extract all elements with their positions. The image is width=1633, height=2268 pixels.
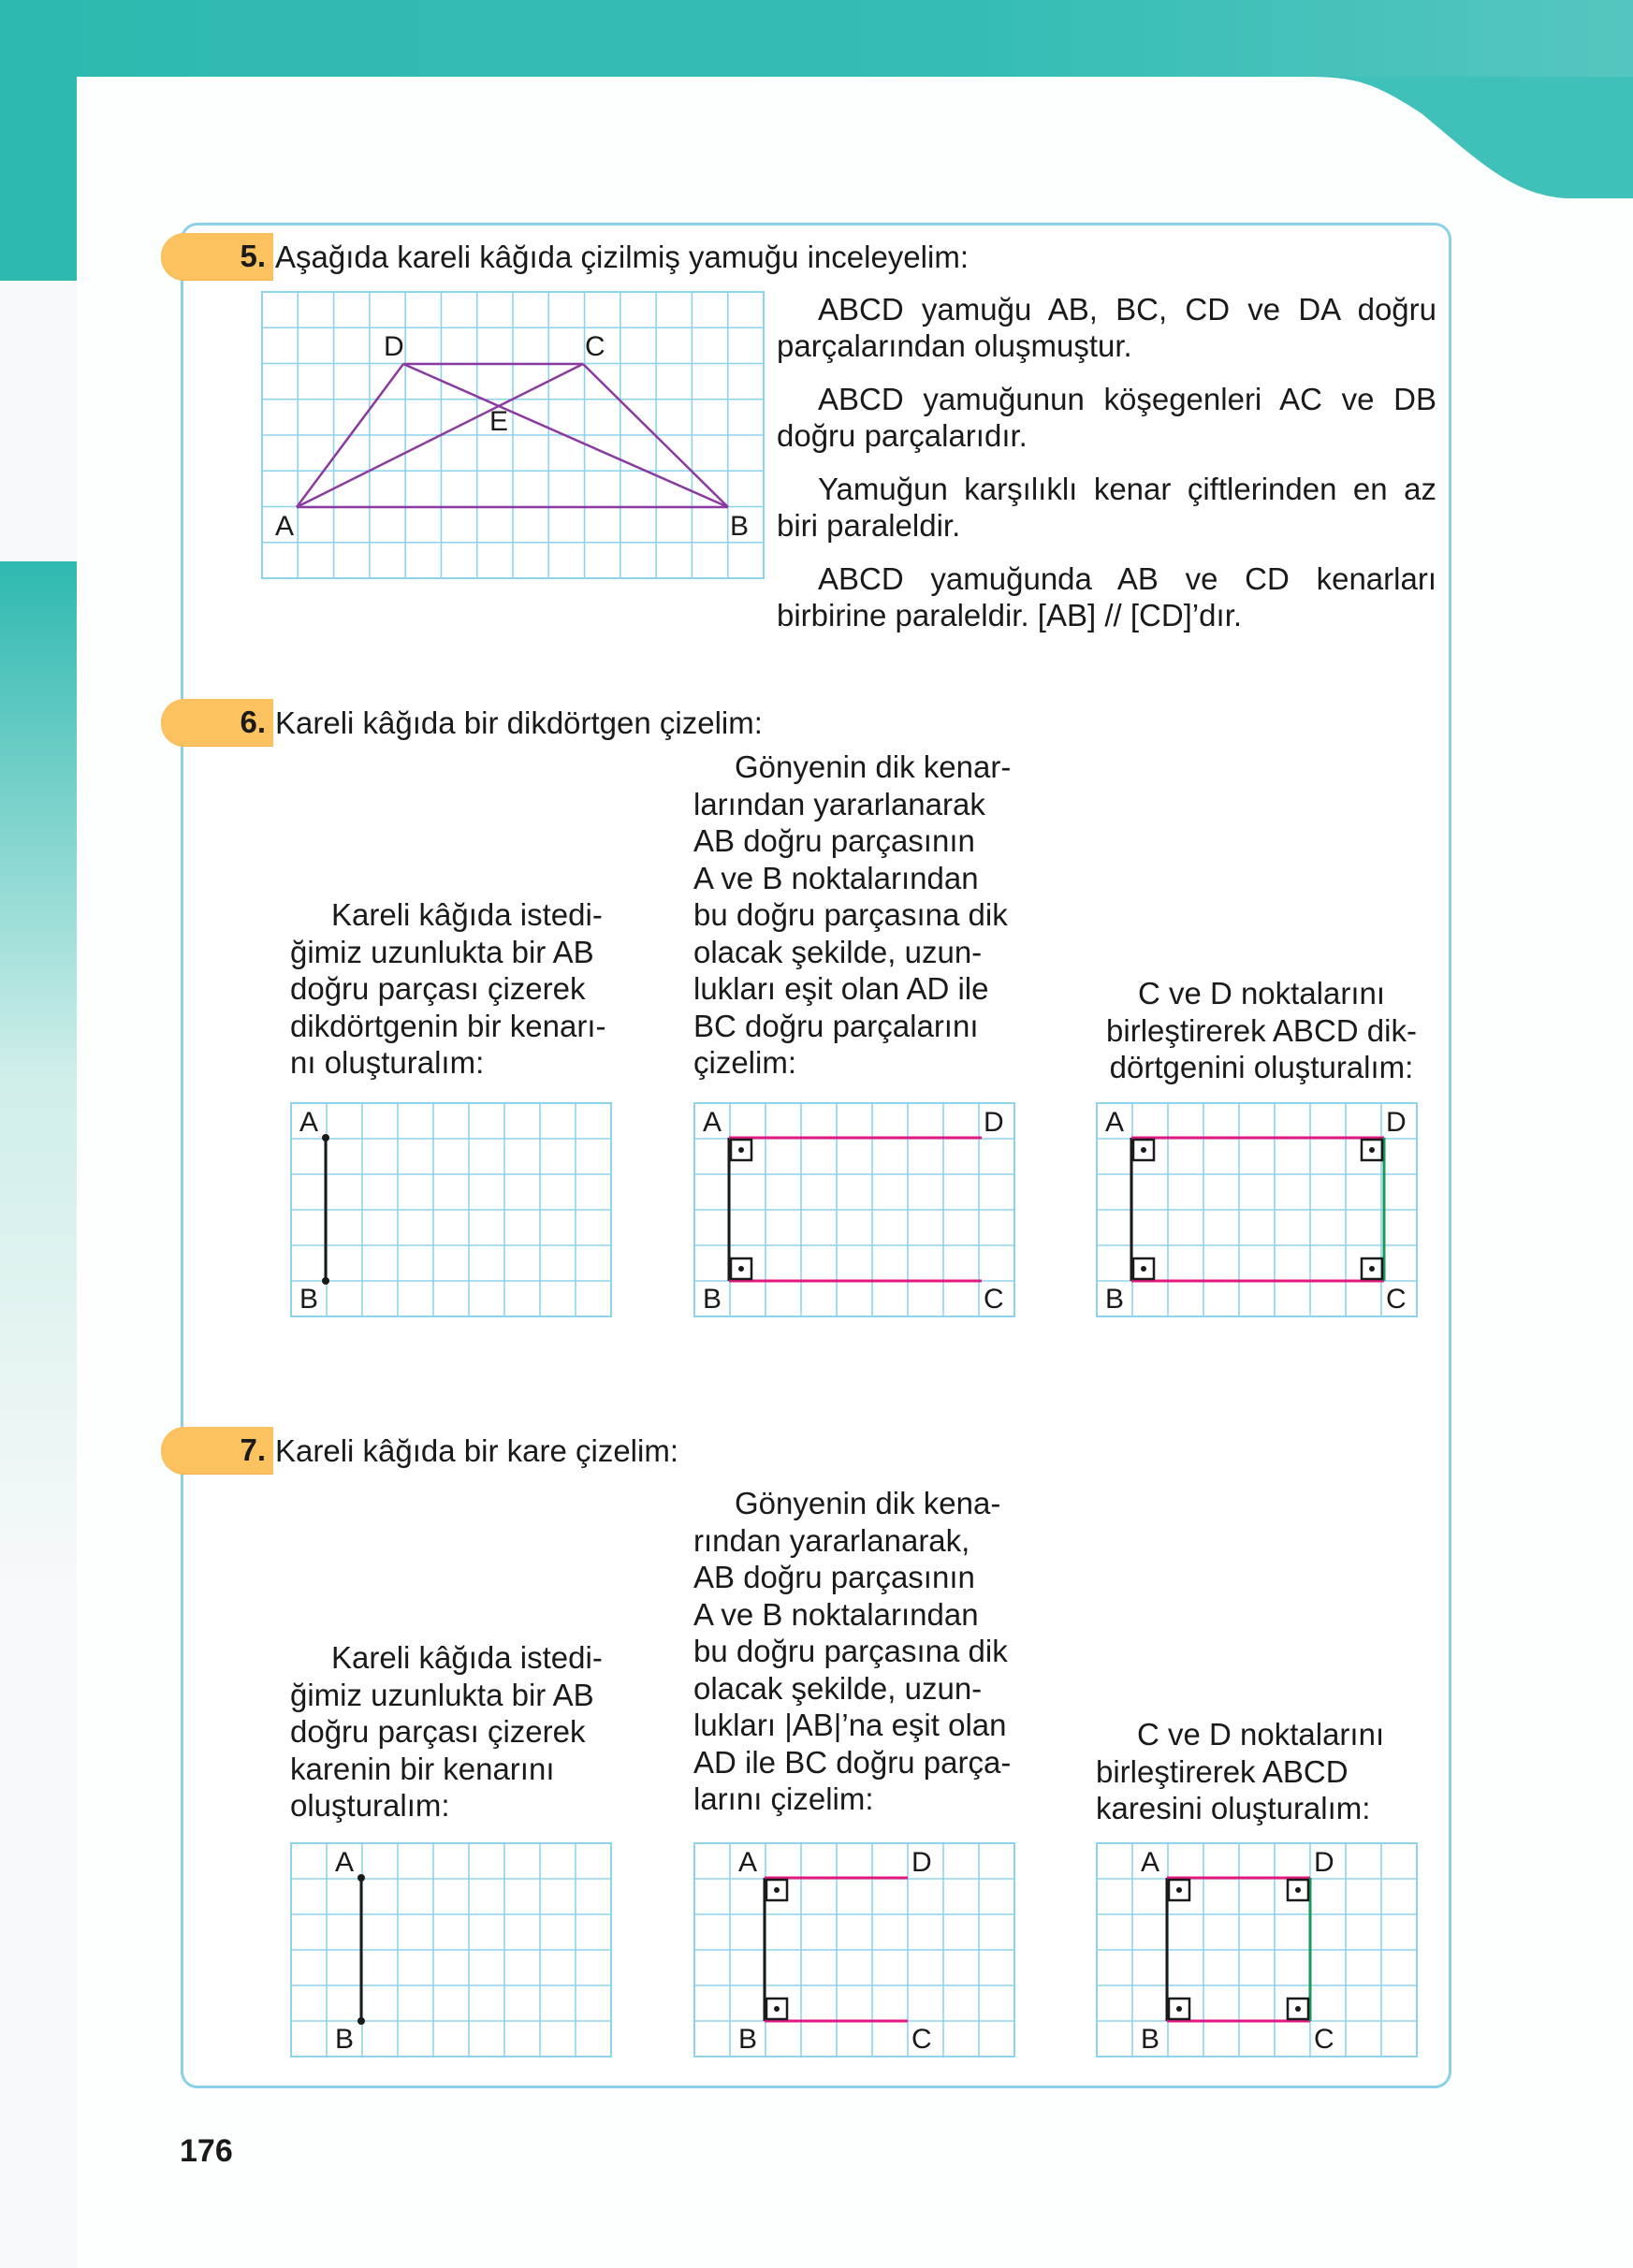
step-1-line: Kareli kâğıda istedi- (331, 1640, 603, 1675)
label-b: B (703, 1284, 722, 1315)
label-a: A (299, 1107, 319, 1138)
point-b (322, 1277, 329, 1285)
page-number: 176 (180, 2133, 233, 2169)
section-5-paragraph-2: ABCD yamuğunun köşegenleri AC ve DB doğru parçalarıdır. (777, 382, 1436, 453)
step-3-line: karesini oluşturalım: (1096, 1791, 1371, 1825)
point-b (357, 2017, 365, 2025)
section-7-tab (161, 1427, 273, 1474)
step-2-line: larını çizelim: (693, 1781, 874, 1816)
square-step-3-grid (1095, 1841, 1419, 2058)
right-angle-mark-b (766, 1999, 787, 2019)
section-6-step-2-text (693, 749, 1030, 1082)
label-c: C (1386, 1284, 1407, 1315)
label-d: D (384, 331, 404, 362)
left-gradient (0, 561, 77, 2268)
section-6-number: 6. (240, 705, 266, 739)
section-5-text (777, 291, 1436, 650)
step-1-line: dikdörtgenin bir kenarı- (290, 1008, 606, 1043)
page-corner-curve (1291, 77, 1633, 198)
section-6-step-1-text (290, 896, 627, 1082)
step-1-line: oluşturalım: (290, 1788, 450, 1823)
label-b: B (299, 1284, 319, 1315)
step-1-line: karenin bir kenarını (290, 1751, 555, 1786)
right-angle-mark-c (1288, 1999, 1308, 2019)
right-angle-mark-a (1169, 1880, 1189, 1900)
step-2-line: olacak şekilde, uzun- (693, 1670, 983, 1706)
point-a (357, 1874, 365, 1882)
section-7-number: 7. (240, 1432, 266, 1467)
step-2-line: BC doğru parçalarını (693, 1008, 979, 1043)
step-3-line: C ve D noktalarını (1137, 976, 1386, 1010)
right-angle-mark-b (1133, 1258, 1154, 1279)
step-2-line: Gönyenin dik kena- (735, 1486, 1001, 1520)
step-2-line: bu doğru parçasına dik (693, 1634, 1008, 1668)
step-3-line: C ve D noktalarını (1137, 1717, 1385, 1752)
label-d: D (984, 1107, 1004, 1138)
step-2-line: Gönyenin dik kenar- (735, 749, 1012, 784)
step-1-line: doğru parçası çizerek (290, 971, 586, 1006)
square-step-1-grid (289, 1841, 613, 2058)
label-d: D (911, 1847, 932, 1878)
step-1-line: doğru parçası çizerek (290, 1714, 586, 1749)
right-angle-mark-d (1288, 1880, 1308, 1900)
label-b: B (335, 2024, 355, 2055)
label-d: D (1314, 1847, 1334, 1878)
step-2-line: lukları eşit olan AD ile (693, 971, 989, 1006)
label-a: A (1141, 1847, 1160, 1878)
label-c: C (984, 1284, 1004, 1315)
section-7-step-1-text (290, 1639, 627, 1825)
right-angle-mark-b (731, 1258, 751, 1279)
label-b: B (1141, 2024, 1160, 2055)
section-6-heading: Kareli kâğıda bir dikdörtgen çizelim: (275, 705, 763, 740)
section-7-step-2-text (693, 1485, 1030, 1818)
label-a: A (703, 1107, 722, 1138)
section-5-paragraph-4: ABCD yamuğunda AB ve CD kenarları birbirine paraleldir. [AB] // [CD]’dır. (777, 561, 1436, 632)
step-1-line: nı oluşturalım: (290, 1045, 485, 1080)
section-5-paragraph-1: ABCD yamuğu AB, BC, CD ve DA doğru parçalarından oluşmuştur. (777, 292, 1436, 363)
step-2-line: A ve B noktalarından (693, 860, 979, 895)
step-2-line: AB doğru parçasının (693, 1560, 975, 1594)
right-angle-mark-a (1133, 1140, 1154, 1160)
step-2-line: olacak şekilde, uzun- (693, 934, 983, 969)
label-b: B (730, 511, 750, 542)
right-angle-mark-c (1362, 1258, 1382, 1279)
step-2-line: lukları |AB|’na eşit olan (693, 1708, 1007, 1742)
step-2-line: rından yararlanarak, (693, 1522, 970, 1558)
step-2-line: AB doğru parçasının (693, 823, 975, 858)
step-1-line: Kareli kâğıda istedi- (331, 897, 603, 932)
right-angle-mark-a (766, 1880, 787, 1900)
section-7-step-3-text (1096, 1716, 1433, 1827)
section-5-number: 5. (240, 239, 266, 273)
trapezoid-grid (262, 292, 764, 578)
step-2-line: bu doğru parçasına dik (693, 897, 1008, 932)
step-2-line: çizelim: (693, 1045, 797, 1080)
label-a: A (1105, 1107, 1125, 1138)
step-1-line: ğimiz uzunlukta bir AB (290, 934, 594, 969)
section-5-heading: Aşağıda kareli kâğıda çizilmiş yamuğu inceleyelim: (275, 240, 969, 274)
section-7-heading: Kareli kâğıda bir kare çizelim: (275, 1433, 678, 1468)
step-2-line: A ve B noktalarından (693, 1596, 979, 1632)
label-c: C (1314, 2024, 1334, 2055)
square-step-2-grid (693, 1841, 1016, 2058)
label-a: A (335, 1847, 355, 1878)
label-a: A (738, 1847, 758, 1878)
label-b: B (738, 2024, 758, 2055)
rectangle-step-2-grid (693, 1101, 1016, 1318)
section-5-tab (161, 233, 273, 280)
step-3-line: birleştirerek ABCD dik- (1106, 1012, 1417, 1048)
rectangle-step-1-grid (289, 1101, 613, 1318)
section-6-tab (161, 699, 273, 746)
step-1-line: ğimiz uzunlukta bir AB (290, 1677, 594, 1712)
step-2-line: AD ile BC doğru parça- (693, 1744, 1012, 1780)
step-3-line: dörtgenini oluşturalım: (1109, 1050, 1414, 1084)
label-c: C (585, 331, 605, 362)
right-angle-mark-a (731, 1140, 751, 1160)
section-6-step-3-text (1093, 975, 1430, 1086)
section-5-paragraph-3: Yamuğun karşılıklı kenar çiftlerinden en az biri paraleldir. (777, 472, 1436, 543)
step-2-line: larından yararlanarak (693, 786, 985, 821)
trapezoid-figure (260, 290, 765, 580)
label-e: E (489, 406, 509, 437)
label-b: B (1105, 1284, 1125, 1315)
label-c: C (911, 2024, 932, 2055)
right-angle-mark-d (1362, 1140, 1382, 1160)
right-angle-mark-b (1169, 1999, 1189, 2019)
rectangle-step-3-grid (1095, 1101, 1419, 1318)
label-a: A (275, 511, 295, 542)
point-a (322, 1134, 329, 1141)
label-d: D (1386, 1107, 1407, 1138)
step-3-line: birleştirerek ABCD (1096, 1753, 1349, 1789)
